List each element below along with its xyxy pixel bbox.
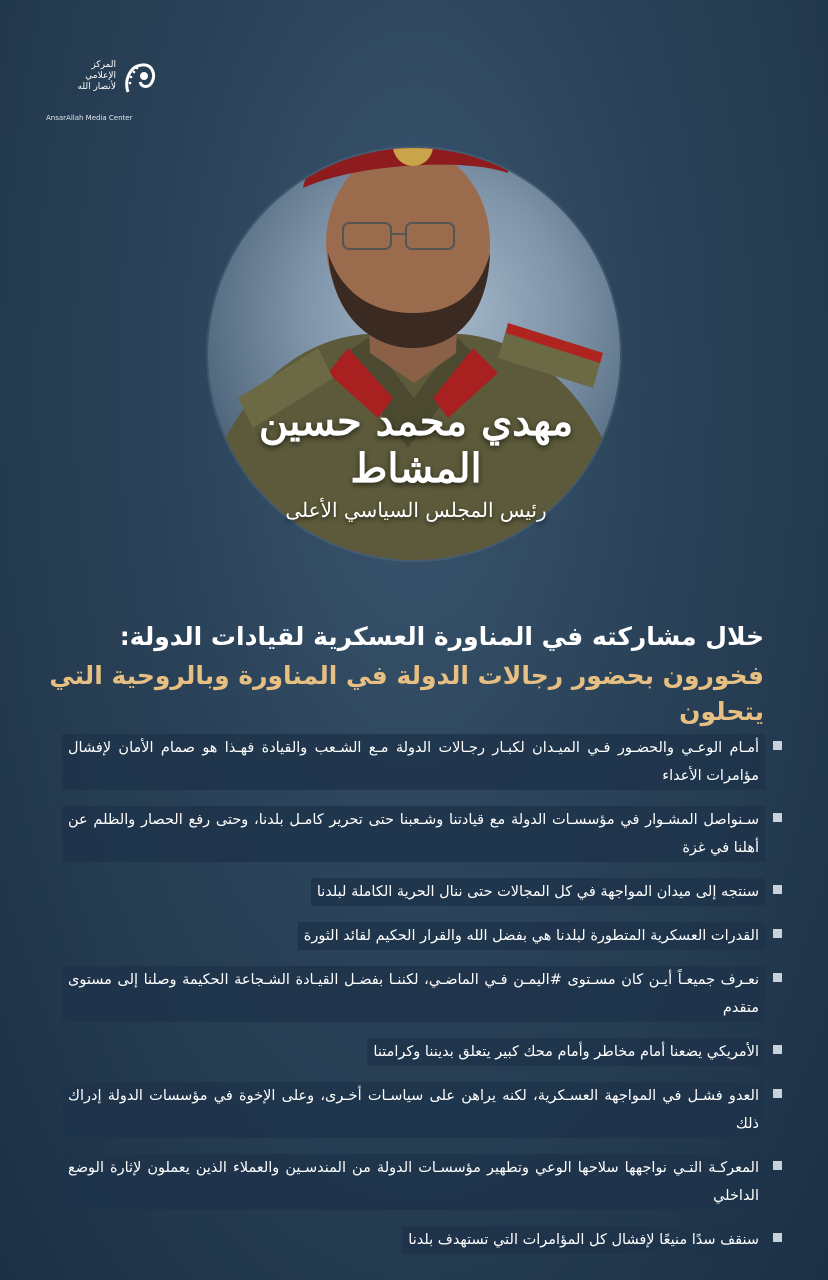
list-item xyxy=(62,878,782,906)
bullet-square-icon xyxy=(773,1161,782,1170)
bullet-square-icon xyxy=(773,741,782,750)
list-item-text: سنتجه إلى ميدان المواجهة في كل المجالات حتى ننال الحرية الكاملة لبلدنا xyxy=(311,878,765,906)
leader-name: مهدي محمد حسين المشاط xyxy=(258,398,574,492)
list-item xyxy=(62,1226,782,1254)
media-center-logo xyxy=(46,60,156,130)
list-item-text: أمـام الوعـي والحضـور فـي الميـدان لكبـار رجـالات الدولة مـع الشـعب والقيادة فهـذا هو صمام الأمان لإفشال مؤامرات الأعداء xyxy=(62,734,765,790)
list-item-text: المعركـة التـي نواجهها سلاحها الوعي وتطهير مؤسسـات الدولة من المندسـين والعملاء الذين يعملون لإثارة الوضع الداخلي xyxy=(62,1154,765,1210)
bullet-square-icon xyxy=(773,929,782,938)
bullet-square-icon xyxy=(773,1045,782,1054)
bullet-square-icon xyxy=(773,973,782,982)
list-item xyxy=(62,734,782,790)
list-item xyxy=(62,922,782,950)
list-item-text: القدرات العسكرية المتطورة لبلدنا هي بفضل الله والقرار الحكيم لقائد الثورة xyxy=(298,922,765,950)
headline-line-2: فخورون بحضور رجالات الدولة في المناورة وبالروحية التي يتحلون xyxy=(49,661,764,726)
list-item-text: العدو فشـل في المواجهة العسـكرية، لكنه يراهن على سياسـات أخـرى، وعلى الإخوة في مؤسسات الدولة إدراك ذلك xyxy=(62,1082,765,1138)
list-item-text: سنقف سدًا منيعًا لإفشال كل المؤامرات التي تستهدف بلدنا xyxy=(402,1226,765,1254)
list-item xyxy=(62,1038,782,1066)
list-item-text: نعـرف جميعـاً أيـن كان مسـتوى #اليمـن فـي الماضـي، لكننـا بفضـل القيـادة الشـجاعة الحكيمة وصلنا إلى مستوى متقدم xyxy=(62,966,765,1022)
logo-mark-icon xyxy=(122,62,156,98)
leader-title: رئيس المجلس السياسي الأعلى xyxy=(285,498,547,522)
logo-line-3: لأنصار الله xyxy=(77,82,116,92)
logo-line-2: الإعلامي xyxy=(85,71,116,81)
list-item xyxy=(62,1082,782,1138)
statement-list xyxy=(62,734,782,1270)
list-item xyxy=(62,806,782,862)
headline-line-1: خلال مشاركته في المناورة العسكرية لقيادات الدولة: xyxy=(119,622,764,651)
bullet-square-icon xyxy=(773,1089,782,1098)
logo-english-text: AnsarAllah Media Center xyxy=(46,114,133,122)
bullet-square-icon xyxy=(773,813,782,822)
headline-block xyxy=(44,620,764,730)
bullet-square-icon xyxy=(773,1233,782,1242)
list-item-text: الأمريكي يضعنا أمام مخاطر وأمام محك كبير يتعلق بديننا وكرامتنا xyxy=(367,1038,765,1066)
name-overlay xyxy=(236,398,596,522)
list-item xyxy=(62,966,782,1022)
logo-arabic-text xyxy=(78,60,116,93)
list-item xyxy=(62,1154,782,1210)
list-item-text: سـنواصل المشـوار في مؤسسـات الدولة مع قيادتنا وشـعبنا حتى تحرير كامـل بلدنا، وحتى رفع الحصار والظلم عن أهلنا في غزة xyxy=(62,806,765,862)
bullet-square-icon xyxy=(773,885,782,894)
logo-line-1: المركز xyxy=(91,60,116,70)
